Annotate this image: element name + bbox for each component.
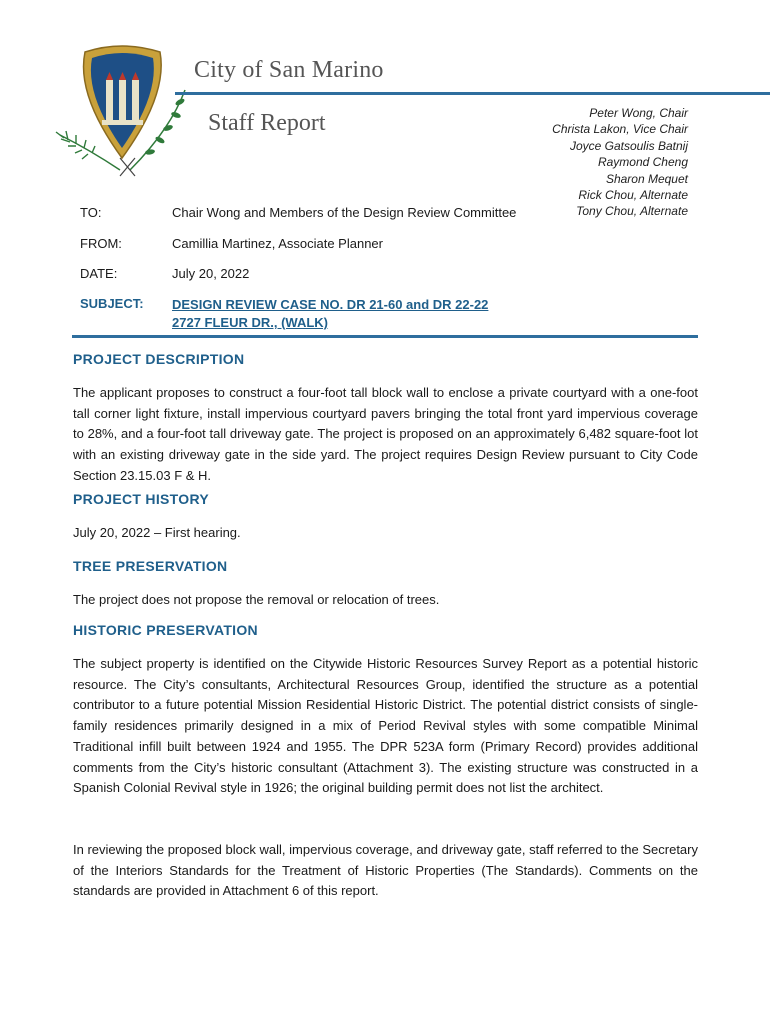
historic-preservation-text-2: In reviewing the proposed block wall, impervious coverage, and driveway gate, staff referred to the Secretary of the Interiors Standards for the Treatment of Historic Properties (The Standards). Comments on the standards are provided in Attachment 6 of this report.	[73, 842, 698, 899]
tree-preservation-text: The project does not propose the removal or relocation of trees.	[73, 592, 440, 607]
subject-line-2: 2727 FLEUR DR., (WALK)	[172, 315, 329, 330]
board-member: Peter Wong, Chair	[589, 106, 688, 120]
historic-preservation-heading: HISTORIC PRESERVATION	[73, 622, 258, 638]
historic-preservation-text-1: The subject property is identified on the Citywide Historic Resources Survey Report as a potential historic resource. The City’s consultants, Architectural Resources Group, identified the structure as a potential contributor to a future potential Mission Residential Historic District. The potential district consists of single-family residences primarily designed in a mix of Period Revival styles with some compatible Minimal Traditional infill built between 1924 and 1955. The DPR 523A form (Primary Record) provides additional comments from the City’s historic consultant (Attachment 3). The existing structure was constructed in a Spanish Colonial Revival style in 1926; the original building permit does not list the architect.	[73, 656, 698, 796]
date-value: July 20, 2022	[172, 266, 250, 281]
board-member: Christa Lakon, Vice Chair	[552, 122, 688, 137]
to-label: TO:	[80, 205, 102, 220]
board-member: Sharon Mequet	[605, 171, 688, 186]
report-title: Staff Report	[208, 110, 326, 136]
board-member: Rick Chou, Alternate	[578, 188, 688, 203]
subject-line-1: DESIGN REVIEW CASE NO. DR 21-60 and DR 22-22	[172, 297, 489, 312]
project-description-text: The applicant proposes to construct a four-foot tall block wall to enclose a private courtyard with a one-foot tall corner light fixture, install impervious courtyard pavers bringing the total front yard impervious coverage to 28%, and a four-foot tall driveway gate. The project is proposed on an approximately 6,482 square-foot lot with an existing driveway gate in the side yard. The project requires Design Review pursuant to City Code Section 23.15.03 F & H.	[73, 385, 698, 483]
from-label: FROM:	[80, 236, 122, 251]
header-rule	[175, 92, 770, 95]
board-member: Raymond Cheng	[597, 155, 688, 170]
date-label: DATE:	[80, 266, 118, 281]
city-seal-icon	[50, 40, 195, 180]
project-description-heading: PROJECT DESCRIPTION	[73, 351, 245, 367]
project-history-heading: PROJECT HISTORY	[73, 491, 209, 507]
subject-label: SUBJECT:	[80, 296, 144, 311]
city-name: City of San Marino	[194, 57, 384, 83]
board-member-list	[552, 105, 688, 220]
subject-value	[172, 296, 488, 332]
memo-divider	[72, 335, 698, 338]
tree-preservation-heading: TREE PRESERVATION	[73, 558, 228, 574]
to-value: Chair Wong and Members of the Design Review Committee	[172, 205, 517, 220]
from-value: Camillia Martinez, Associate Planner	[172, 236, 383, 251]
board-member: Tony Chou, Alternate	[576, 204, 688, 219]
project-history-text: July 20, 2022 – First hearing.	[73, 525, 241, 540]
board-member: Joyce Gatsoulis Batnij	[569, 138, 688, 153]
